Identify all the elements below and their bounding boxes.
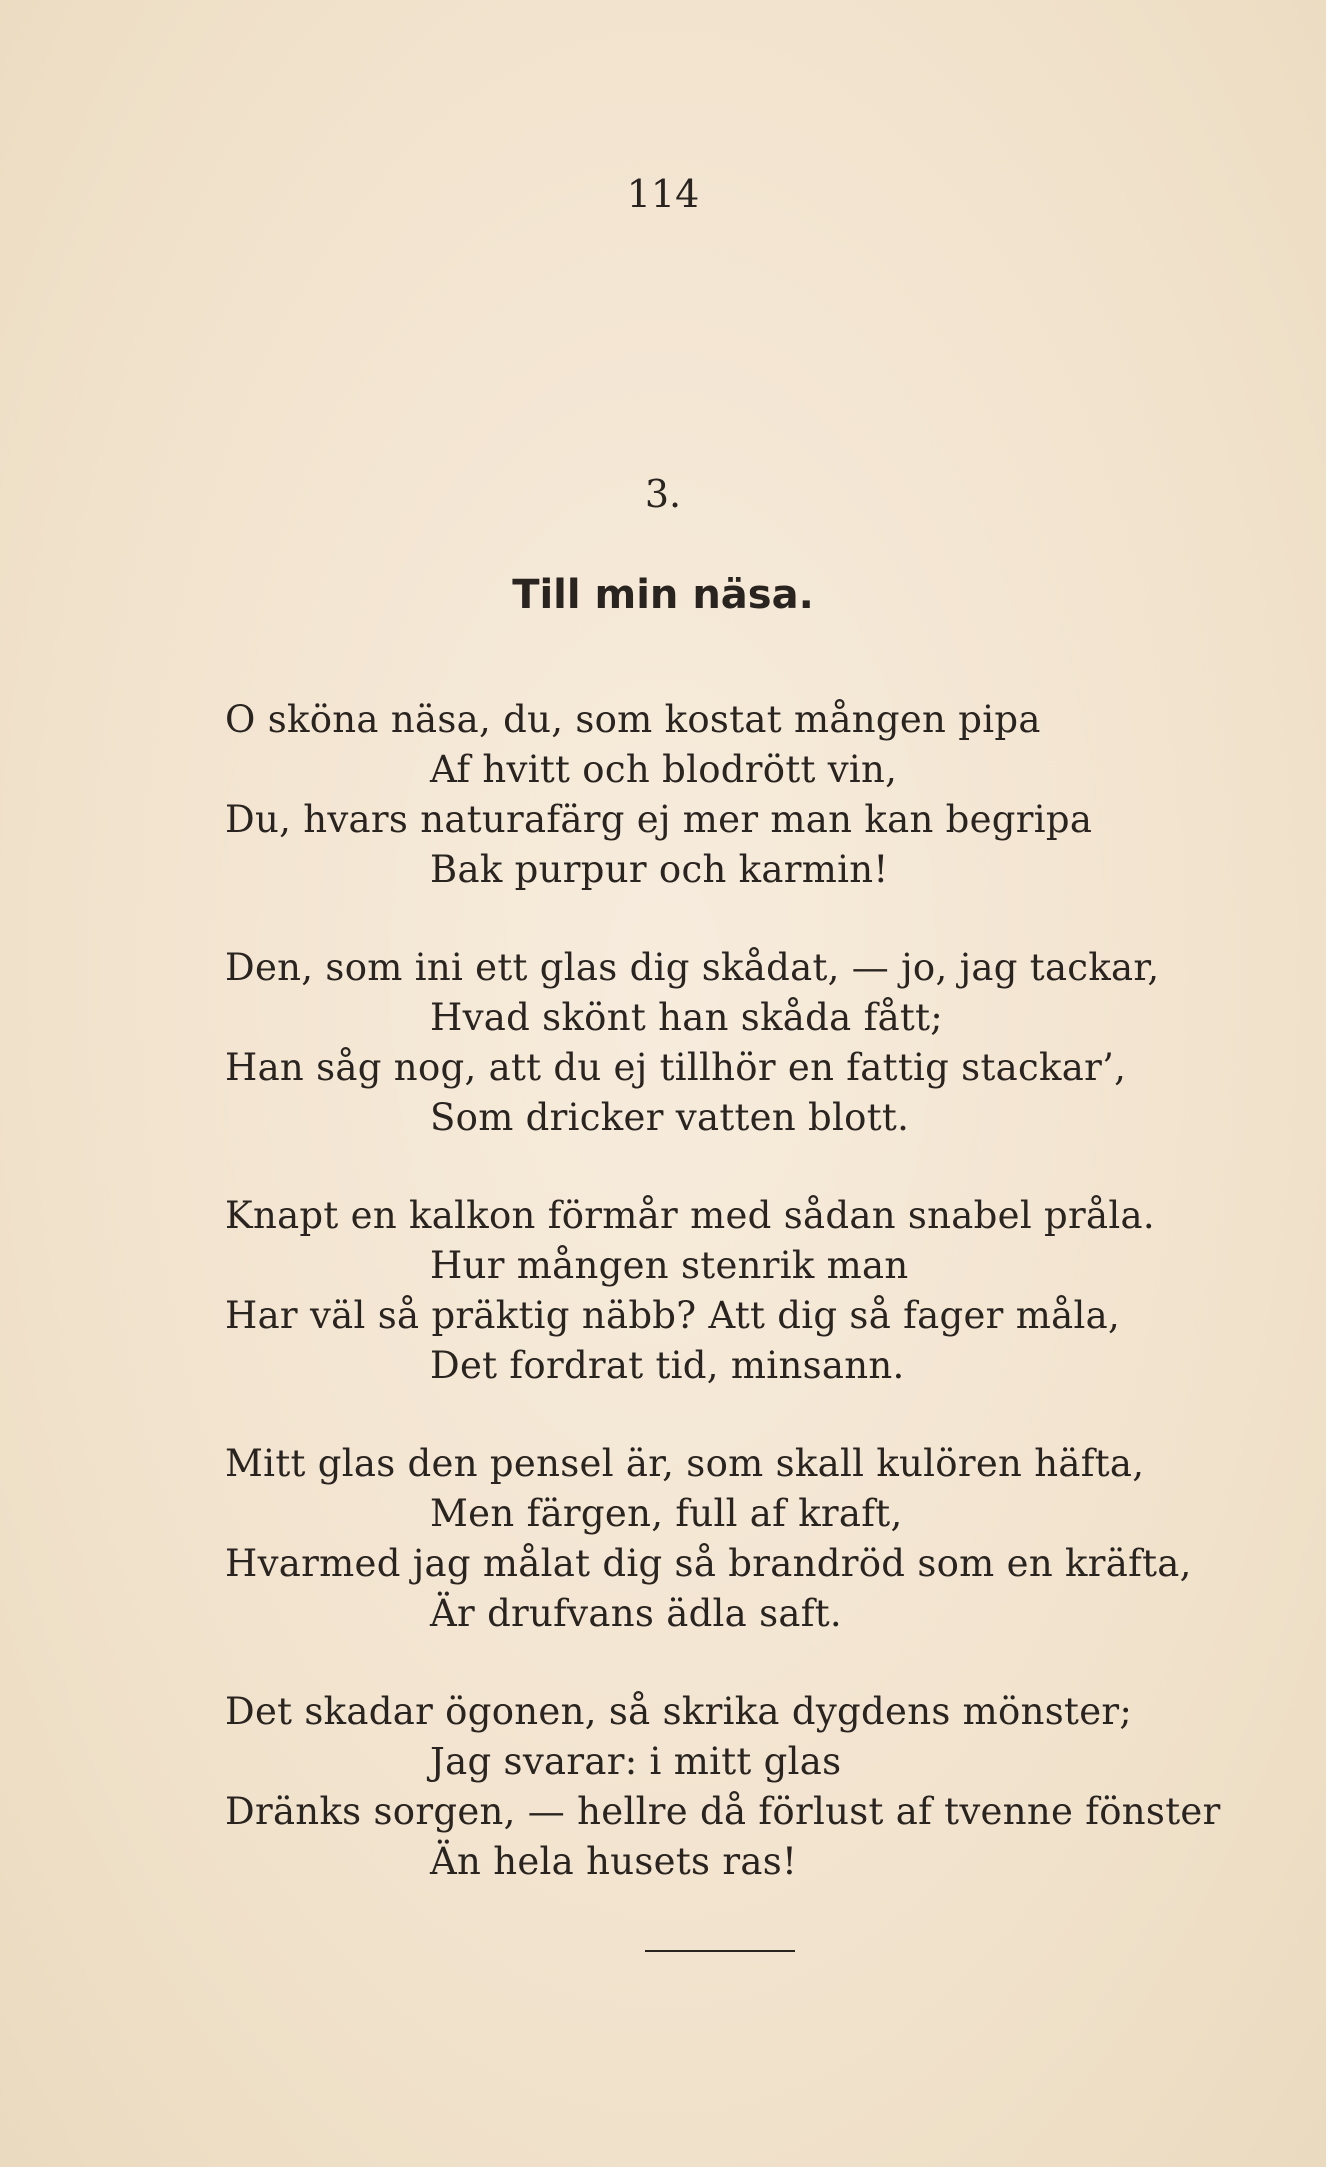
- page-number: 114: [626, 172, 700, 216]
- poem-line: Har väl så präktig näbb? Att dig så fager måla,: [225, 1294, 1121, 1337]
- poem-line: Dränks sorgen, — hellre då förlust af tvenne fönster: [225, 1790, 1221, 1833]
- poem-line: Men färgen, full af kraft,: [430, 1492, 903, 1535]
- poem-line: Hvad skönt han skåda fått;: [430, 996, 944, 1039]
- poem-line: Är drufvans ädla saft.: [430, 1592, 842, 1635]
- stanza-2: [225, 943, 1275, 1143]
- section-number: 3.: [644, 472, 682, 516]
- poem-line: Det skadar ögonen, så skrika dygdens mönster;: [225, 1690, 1133, 1733]
- end-rule: [645, 1950, 795, 1952]
- poem-line: O sköna näsa, du, som kostat mången pipa: [225, 698, 1041, 741]
- stanza-3: [225, 1191, 1275, 1391]
- stanza-4: [225, 1439, 1275, 1639]
- poem-line: Du, hvars naturafärg ej mer man kan begripa: [225, 798, 1093, 841]
- poem-line: Han såg nog, att du ej tillhör en fattig stackar’,: [225, 1046, 1127, 1089]
- poem-line: Jag svarar: i mitt glas: [430, 1740, 842, 1783]
- stanza-5: [225, 1687, 1275, 1887]
- poem-title: Till min näsa.: [512, 572, 814, 618]
- stanza-1: [225, 695, 1275, 895]
- poem-line: Knapt en kalkon förmår med sådan snabel pråla.: [225, 1194, 1155, 1237]
- poem-line: Bak purpur och karmin!: [430, 848, 889, 891]
- poem-line: Af hvitt och blodrött vin,: [430, 748, 898, 791]
- poem-line: Mitt glas den pensel är, som skall kulören häfta,: [225, 1442, 1145, 1485]
- poem-line: Hvarmed jag målat dig så brandröd som en kräfta,: [225, 1542, 1192, 1585]
- poem-body: [225, 695, 1275, 1935]
- poem-line: Som dricker vatten blott.: [430, 1096, 910, 1139]
- poem-line: Den, som ini ett glas dig skådat, — jo, jag tackar,: [225, 946, 1160, 989]
- poem-line: Än hela husets ras!: [430, 1840, 798, 1883]
- poem-line: Hur mången stenrik man: [430, 1244, 909, 1287]
- poem-line: Det fordrat tid, minsann.: [430, 1344, 905, 1387]
